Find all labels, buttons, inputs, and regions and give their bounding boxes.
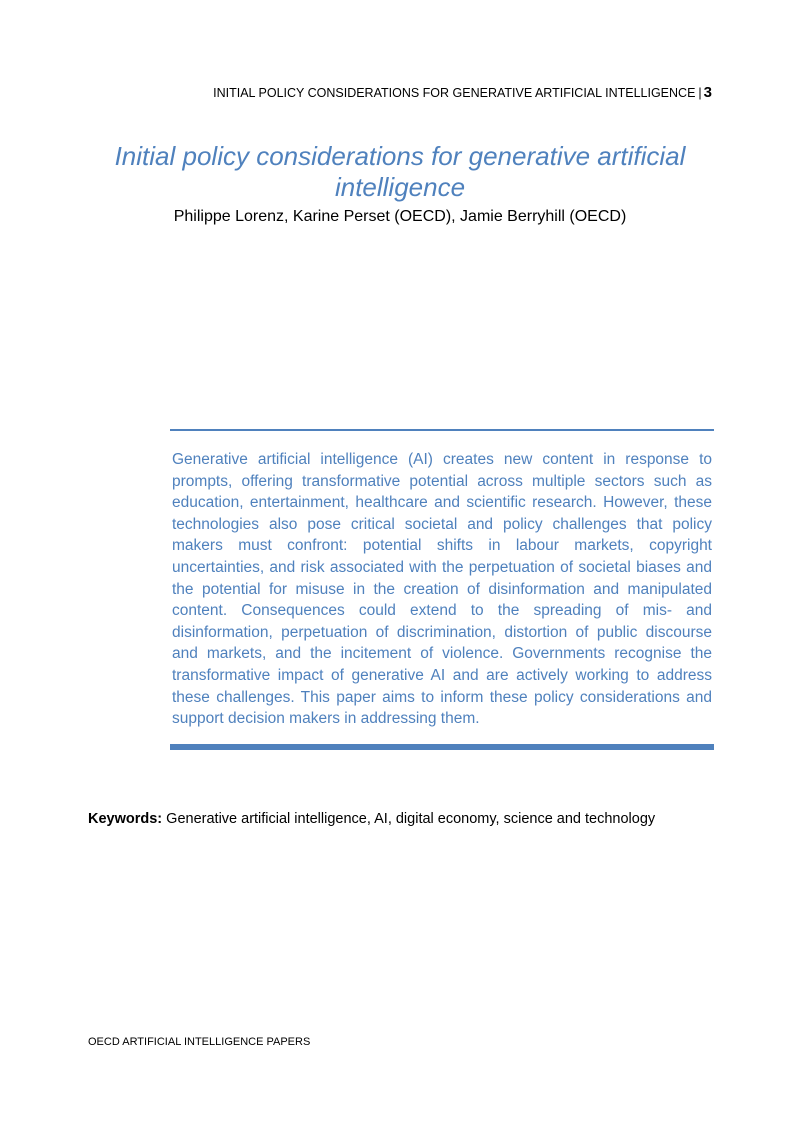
keywords-text: Generative artificial intelligence, AI, digital economy, science and technology: [166, 811, 656, 827]
page-footer: OECD ARTIFICIAL INTELLIGENCE PAPERS: [88, 1036, 311, 1048]
page-number: 3: [703, 84, 712, 101]
running-header-separator: |: [698, 86, 702, 100]
abstract-box: [170, 429, 714, 750]
keywords-label: Keywords:: [88, 811, 163, 827]
authors: Philippe Lorenz, Karine Perset (OECD), Jamie Berryhill (OECD): [173, 208, 627, 225]
document-title: Initial policy considerations for generative artificial intelligence: [114, 141, 686, 202]
running-header: [213, 84, 712, 101]
keywords: [88, 811, 655, 827]
running-header-title: INITIAL POLICY CONSIDERATIONS FOR GENERATIVE ARTIFICIAL INTELLIGENCE: [213, 86, 696, 100]
abstract-text: Generative artificial intelligence (AI) creates new content in response to prompts, offering transformative potential across multiple sectors such as education, entertainment, healthcare and scientific research. However, these technologies also pose critical societal and policy challenges that policy makers must confront: potential shifts in labour markets, copyright uncertainties, and risk associated with the perpetuation of societal biases and the potential for misuse in the creation of disinformation and manipulated content. Consequences could extend to the spreading of mis- and disinformation, perpetuation of discrimination, distortion of public discourse and markets, and the incitement of violence. Governments recognise the transformative impact of generative AI and are actively working to address these challenges. This paper aims to inform these policy considerations and support decision makers in addressing them.: [172, 451, 712, 728]
